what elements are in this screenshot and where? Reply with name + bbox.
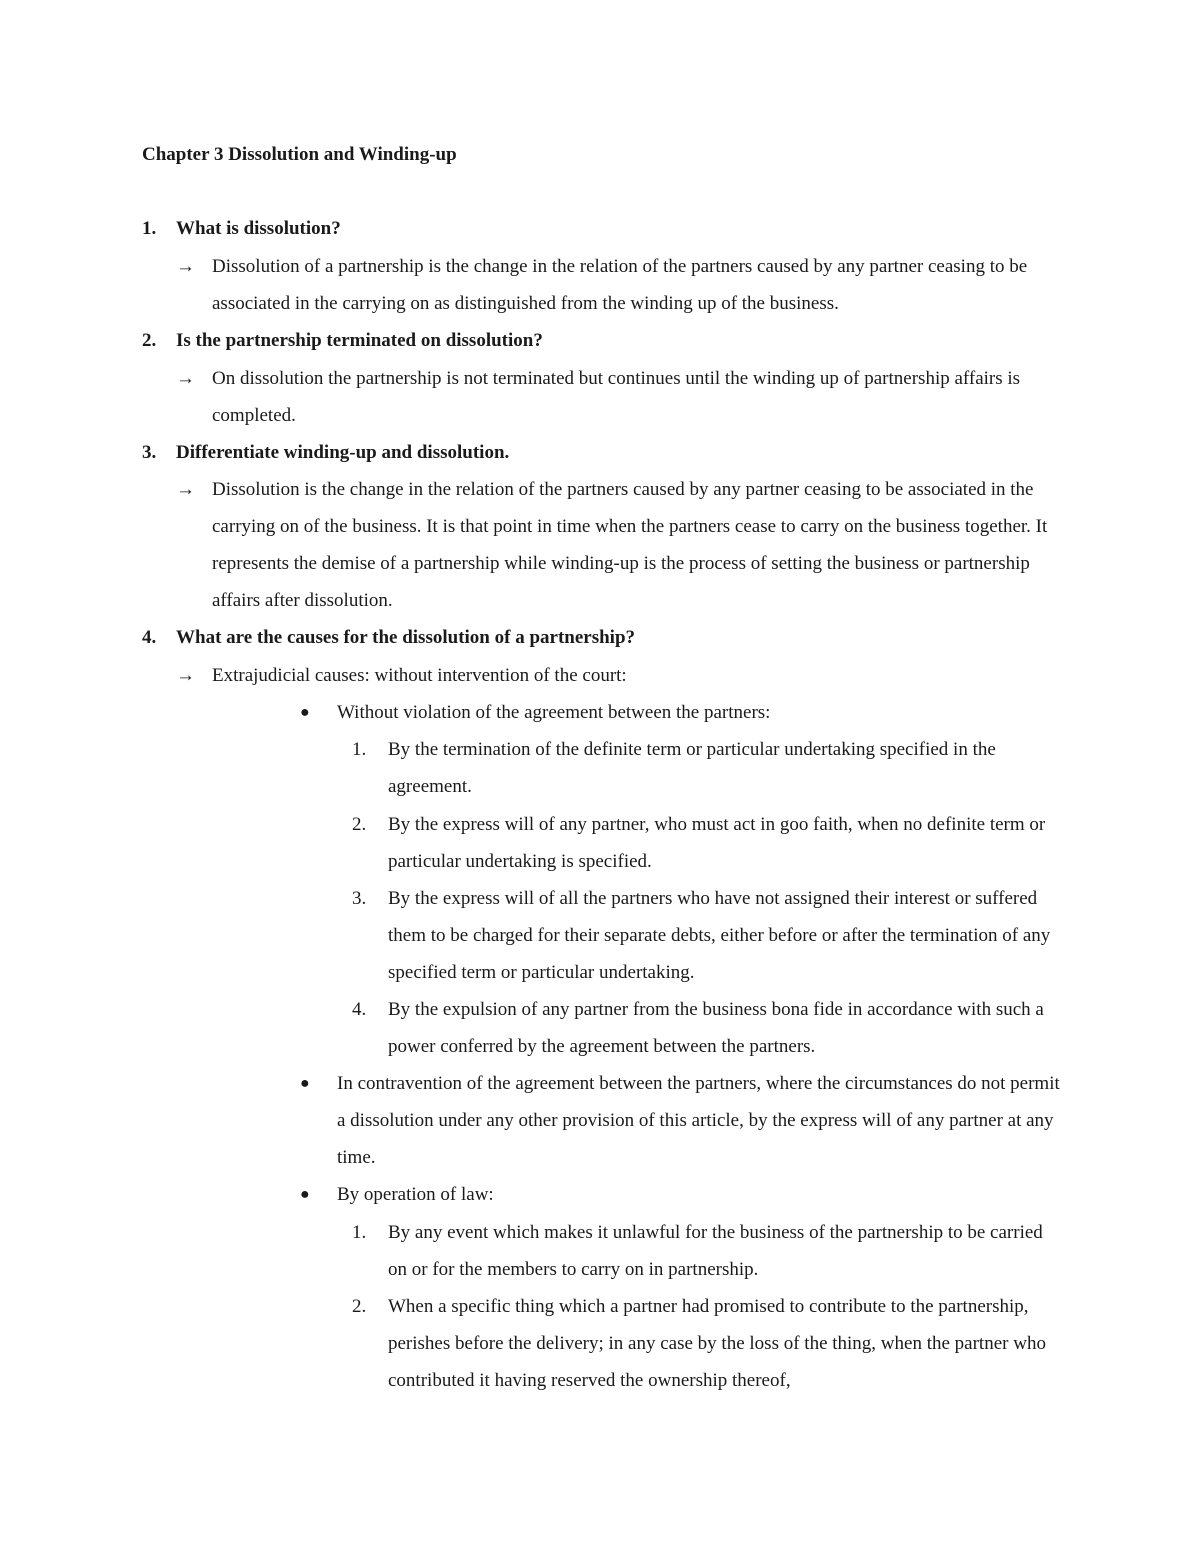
question-2 xyxy=(142,330,543,352)
bullet-item xyxy=(300,694,1060,731)
answer-3 xyxy=(176,471,1076,619)
bullet-text: By operation of law: xyxy=(337,1184,494,1205)
question-1 xyxy=(142,218,341,240)
answer-text: Dissolution of a partnership is the change in the relation of the partners caused by any partner ceasing to be associated in the carrying on as distinguished from the winding up of the business. xyxy=(212,256,1028,314)
sub-item-number: 2. xyxy=(352,814,367,835)
answer-text: On dissolution the partnership is not terminated but continues until the winding up of partnership affairs is completed. xyxy=(212,368,1021,426)
sub-item xyxy=(352,880,1062,991)
bullet-item xyxy=(300,1176,1060,1213)
sub-item-number: 3. xyxy=(352,888,367,909)
question-text: Differentiate winding-up and dissolution. xyxy=(176,442,510,463)
sub-item-number: 1. xyxy=(352,1222,367,1243)
question-text: What is dissolution? xyxy=(176,218,341,239)
bullet-text: In contravention of the agreement between the partners, where the circumstances do not permit a dissolution under any other provision of this article, by the express will of any partner at any time. xyxy=(337,1073,1060,1168)
sub-item xyxy=(352,806,1062,880)
chapter-title: Chapter 3 Dissolution and Winding-up xyxy=(142,144,457,165)
sub-item-text: When a specific thing which a partner had promised to contribute to the partnership, perishes before the delivery; in any case by the loss of the thing, when the partner who contributed it having reserved the ownership thereof, xyxy=(388,1296,1046,1391)
question-number: 2. xyxy=(142,330,157,351)
question-number: 3. xyxy=(142,442,157,463)
sub-item xyxy=(352,1214,1062,1288)
arrow-icon: → xyxy=(176,256,195,277)
question-text: Is the partnership terminated on dissolution? xyxy=(176,330,543,351)
answer-text: Extrajudicial causes: without intervention of the court: xyxy=(212,665,627,686)
arrow-icon: → xyxy=(176,368,195,389)
answer-text: Dissolution is the change in the relation of the partners caused by any partner ceasing to be associated in the carrying on of the business. It is that point in time when the partners cease to carry on the business together. It represents the demise of a partnership while winding-up is the process of setting the business or partnership affairs after dissolution. xyxy=(212,479,1048,611)
sub-item-text: By the termination of the definite term or particular undertaking specified in the agreement. xyxy=(388,739,996,797)
sub-item xyxy=(352,991,1062,1065)
question-3 xyxy=(142,442,509,464)
answer-2 xyxy=(176,360,1076,434)
question-number: 1. xyxy=(142,218,157,239)
sub-item-text: By any event which makes it unlawful for the business of the partnership to be carried on or for the members to carry on in partnership. xyxy=(388,1222,1043,1280)
bullet-icon: ● xyxy=(300,1075,310,1092)
sub-item xyxy=(352,1288,1062,1399)
arrow-icon: → xyxy=(176,479,195,500)
answer-4 xyxy=(176,657,1076,694)
sub-item-text: By the expulsion of any partner from the business bona fide in accordance with such a power conferred by the agreement between the partners. xyxy=(388,999,1044,1057)
sub-item-text: By the express will of all the partners who have not assigned their interest or suffered them to be charged for their separate debts, either before or after the termination of any specified term or particular undertaking. xyxy=(388,888,1051,983)
bullet-item xyxy=(300,1065,1060,1176)
answer-1 xyxy=(176,248,1076,322)
question-text: What are the causes for the dissolution of a partnership? xyxy=(176,627,636,648)
question-4 xyxy=(142,627,635,649)
bullet-text: Without violation of the agreement between the partners: xyxy=(337,702,771,723)
sub-item-number: 2. xyxy=(352,1296,367,1317)
sub-item-number: 4. xyxy=(352,999,367,1020)
sub-item-text: By the express will of any partner, who must act in goo faith, when no definite term or particular undertaking is specified. xyxy=(388,814,1046,872)
arrow-icon: → xyxy=(176,665,195,686)
bullet-icon: ● xyxy=(300,1186,310,1203)
question-number: 4. xyxy=(142,627,157,648)
sub-item-number: 1. xyxy=(352,739,367,760)
bullet-icon: ● xyxy=(300,704,310,721)
sub-item xyxy=(352,731,1062,805)
